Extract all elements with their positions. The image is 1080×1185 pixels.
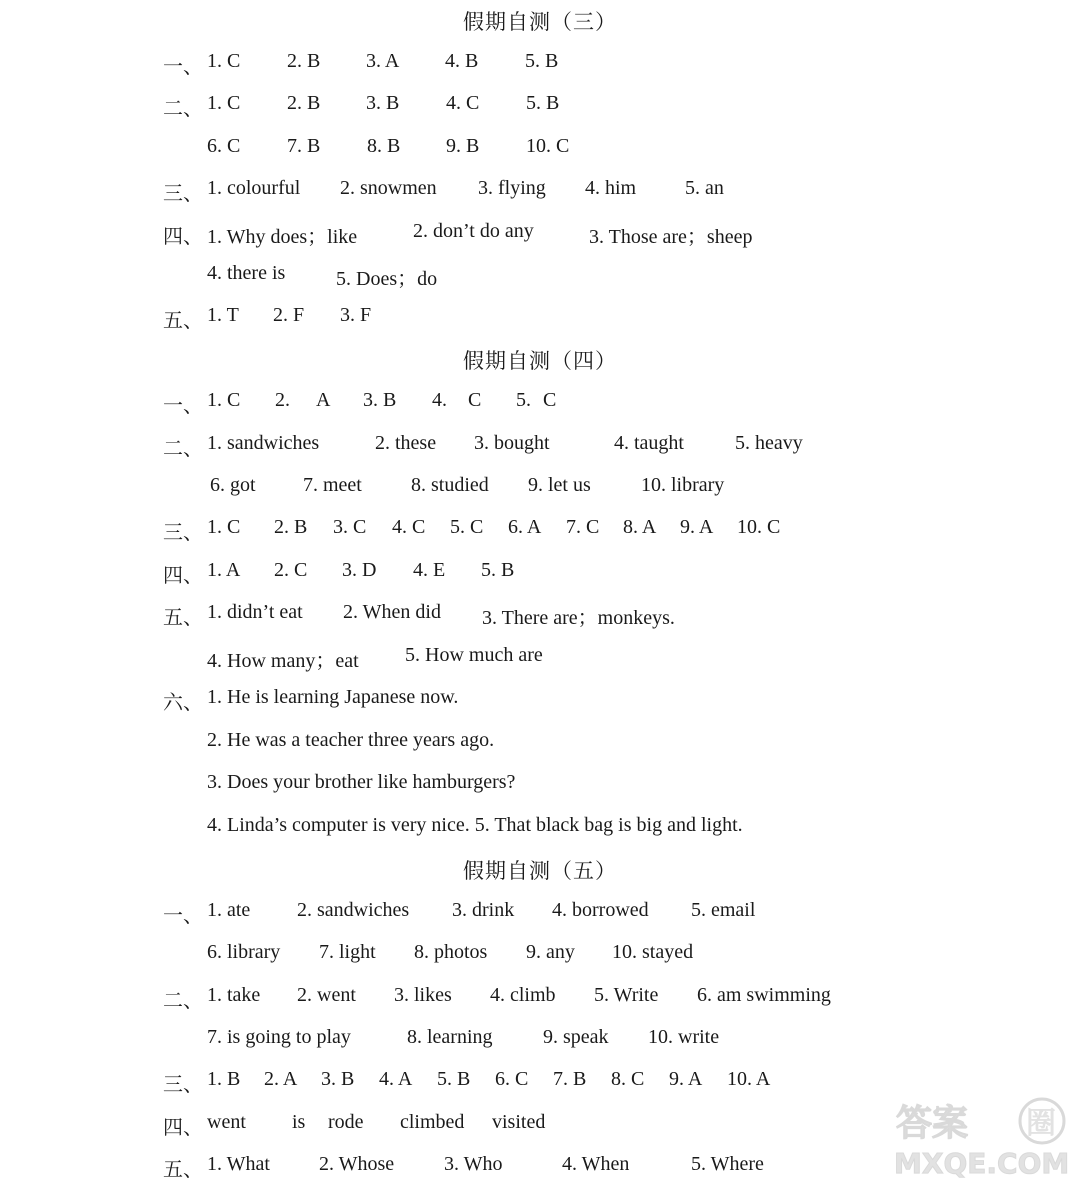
answer-item: 4. borrowed (552, 899, 649, 921)
answer-item: 4. there is (207, 262, 286, 284)
row-label: 四、 (163, 565, 203, 587)
answer-item: 4. How many；eat (207, 650, 359, 672)
answer-item: 4. C (392, 516, 426, 538)
section-title: 假期自测（五） (463, 859, 617, 883)
answer-item: visited (492, 1111, 546, 1133)
answer-item: 4. B (445, 50, 479, 72)
answer-item: 4. C (446, 92, 480, 114)
row-label: 一、 (163, 56, 203, 78)
answer-item: 1. C (207, 50, 241, 72)
answer-item: 7. B (287, 135, 321, 157)
row-label: 二、 (163, 438, 203, 460)
answer-item: 10. C (526, 135, 570, 157)
answer-item: 3. flying (478, 177, 546, 199)
answer-item: 1. A (207, 559, 241, 581)
answer-item: 10. write (648, 1026, 720, 1048)
answer-item: 2. C (274, 559, 308, 581)
answer-item: went (207, 1111, 246, 1133)
row-label: 四、 (163, 226, 203, 248)
answer-item: 4. Linda’s computer is very nice. 5. That black bag is big and light. (207, 814, 743, 836)
answer-item: 5. Where (691, 1153, 764, 1175)
svg-text:答案: 答案 (896, 1103, 969, 1144)
answer-item: 2. Whose (319, 1153, 395, 1175)
answer-item: 8. studied (411, 474, 489, 496)
answer-item: 2. When did (343, 601, 441, 623)
answer-item: 3. bought (474, 432, 550, 454)
answer-item: 3. D (342, 559, 377, 581)
answer-item: 10. stayed (612, 941, 694, 963)
answer-item: 3. likes (394, 984, 452, 1006)
answer-item: 7. is going to play (207, 1026, 351, 1048)
answer-item: 1. take (207, 984, 261, 1006)
answer-item: 5. heavy (735, 432, 803, 454)
answer-item: 10. library (641, 474, 725, 496)
row-label: 三、 (163, 522, 203, 544)
answer-item: 8. photos (414, 941, 488, 963)
answer-item: 5. B (481, 559, 515, 581)
answer-item: 2. B (287, 92, 321, 114)
answer-item: 5. an (685, 177, 724, 199)
answer-item: 1. He is learning Japanese now. (207, 686, 459, 708)
answer-item: 3. Who (444, 1153, 503, 1175)
answer-item: 1. Why does；like (207, 226, 358, 248)
answer-item: 1. ate (207, 899, 251, 921)
answer-item: 9. B (446, 135, 480, 157)
row-label: 六、 (163, 692, 203, 714)
answer-item: 2. F (273, 304, 305, 326)
answer-item: 6. am swimming (697, 984, 831, 1006)
answer-item: 9. A (669, 1068, 703, 1090)
answer-item: 3. Those are；sheep (589, 226, 753, 248)
answer-item: 4. When (562, 1153, 630, 1175)
answer-item: climbed (400, 1111, 465, 1133)
answer-item: 2. went (297, 984, 356, 1006)
answer-item: 10. A (727, 1068, 771, 1090)
answer-item: 2. B (287, 50, 321, 72)
answer-item: 8. C (611, 1068, 645, 1090)
answer-item: 6. library (207, 941, 281, 963)
answer-item: 5. B (525, 50, 559, 72)
answer-item: 4. him (585, 177, 637, 199)
section-title: 假期自测（三） (463, 10, 617, 34)
answer-item: 1. T (207, 304, 239, 326)
answer-item: 2. don’t do any (413, 220, 534, 242)
answer-item: 4. (432, 389, 447, 411)
answer-item: 9. speak (543, 1026, 609, 1048)
answer-item: 4. A (379, 1068, 413, 1090)
row-label: 五、 (163, 1159, 203, 1181)
svg-text:MXQE.COM: MXQE.COM (894, 1147, 1070, 1179)
answer-item: 4. E (413, 559, 446, 581)
answer-item: C (543, 389, 557, 411)
answer-item: 6. A (508, 516, 542, 538)
answer-item: 3. B (363, 389, 397, 411)
answer-item: 4. taught (614, 432, 684, 454)
answer-item: 1. colourful (207, 177, 301, 199)
answer-item: 5. B (526, 92, 560, 114)
answer-item: 7. light (319, 941, 376, 963)
answer-item: 2. A (264, 1068, 298, 1090)
answer-item: 6. C (207, 135, 241, 157)
answer-item: 1. C (207, 92, 241, 114)
svg-text:圈: 圈 (1026, 1106, 1056, 1141)
answer-item: 1. C (207, 516, 241, 538)
answer-item: 3. drink (452, 899, 515, 921)
answer-item: 5. email (691, 899, 756, 921)
answer-item: 1. B (207, 1068, 241, 1090)
answer-item: 8. B (367, 135, 401, 157)
answer-item: 10. C (737, 516, 781, 538)
answer-item: 3. F (340, 304, 372, 326)
answer-item: 5. C (450, 516, 484, 538)
row-label: 一、 (163, 395, 203, 417)
answer-item: C (468, 389, 482, 411)
answer-item: 5. How much are (405, 644, 543, 666)
row-label: 二、 (163, 98, 203, 120)
answer-item: 9. let us (528, 474, 591, 496)
answer-item: 3. B (366, 92, 400, 114)
answer-item: 6. C (495, 1068, 529, 1090)
answer-item: 7. C (566, 516, 600, 538)
answer-item: 8. learning (407, 1026, 493, 1048)
answer-item: 7. meet (303, 474, 362, 496)
answer-item: 1. C (207, 389, 241, 411)
answer-item: 5. (516, 389, 531, 411)
row-label: 三、 (163, 183, 203, 205)
answer-item: rode (328, 1111, 364, 1133)
answer-item: 2. He was a teacher three years ago. (207, 729, 495, 751)
answer-item: 5. Write (594, 984, 659, 1006)
answer-item: 1. didn’t eat (207, 601, 303, 623)
answer-item: 6. got (210, 474, 256, 496)
answer-item: 8. A (623, 516, 657, 538)
answer-item: 2. these (375, 432, 437, 454)
answer-item: 3. Does your brother like hamburgers? (207, 771, 516, 793)
answer-item: 2. sandwiches (297, 899, 410, 921)
answer-item: 3. B (321, 1068, 355, 1090)
answer-item: 1. sandwiches (207, 432, 320, 454)
answer-item: 3. A (366, 50, 400, 72)
answer-item: 9. A (680, 516, 714, 538)
answer-item: 2. (275, 389, 290, 411)
section-title: 假期自测（四） (463, 349, 617, 373)
answer-item: 2. snowmen (340, 177, 437, 199)
answer-item: 3. There are；monkeys. (482, 607, 675, 629)
answer-item: 3. C (333, 516, 367, 538)
row-label: 一、 (163, 905, 203, 927)
row-label: 五、 (163, 607, 203, 629)
row-label: 五、 (163, 310, 203, 332)
row-label: 四、 (163, 1117, 203, 1139)
answer-item: 9. any (526, 941, 575, 963)
answer-item: 2. B (274, 516, 308, 538)
row-label: 二、 (163, 990, 203, 1012)
answer-item: 5. Does；do (336, 268, 438, 290)
answer-item: 5. B (437, 1068, 471, 1090)
watermark-logo (892, 1095, 1072, 1179)
answer-item: 1. What (207, 1153, 270, 1175)
answer-item: is (292, 1111, 306, 1133)
answer-item: A (316, 389, 331, 411)
row-label: 三、 (163, 1074, 203, 1096)
answer-item: 4. climb (490, 984, 556, 1006)
answer-item: 7. B (553, 1068, 587, 1090)
